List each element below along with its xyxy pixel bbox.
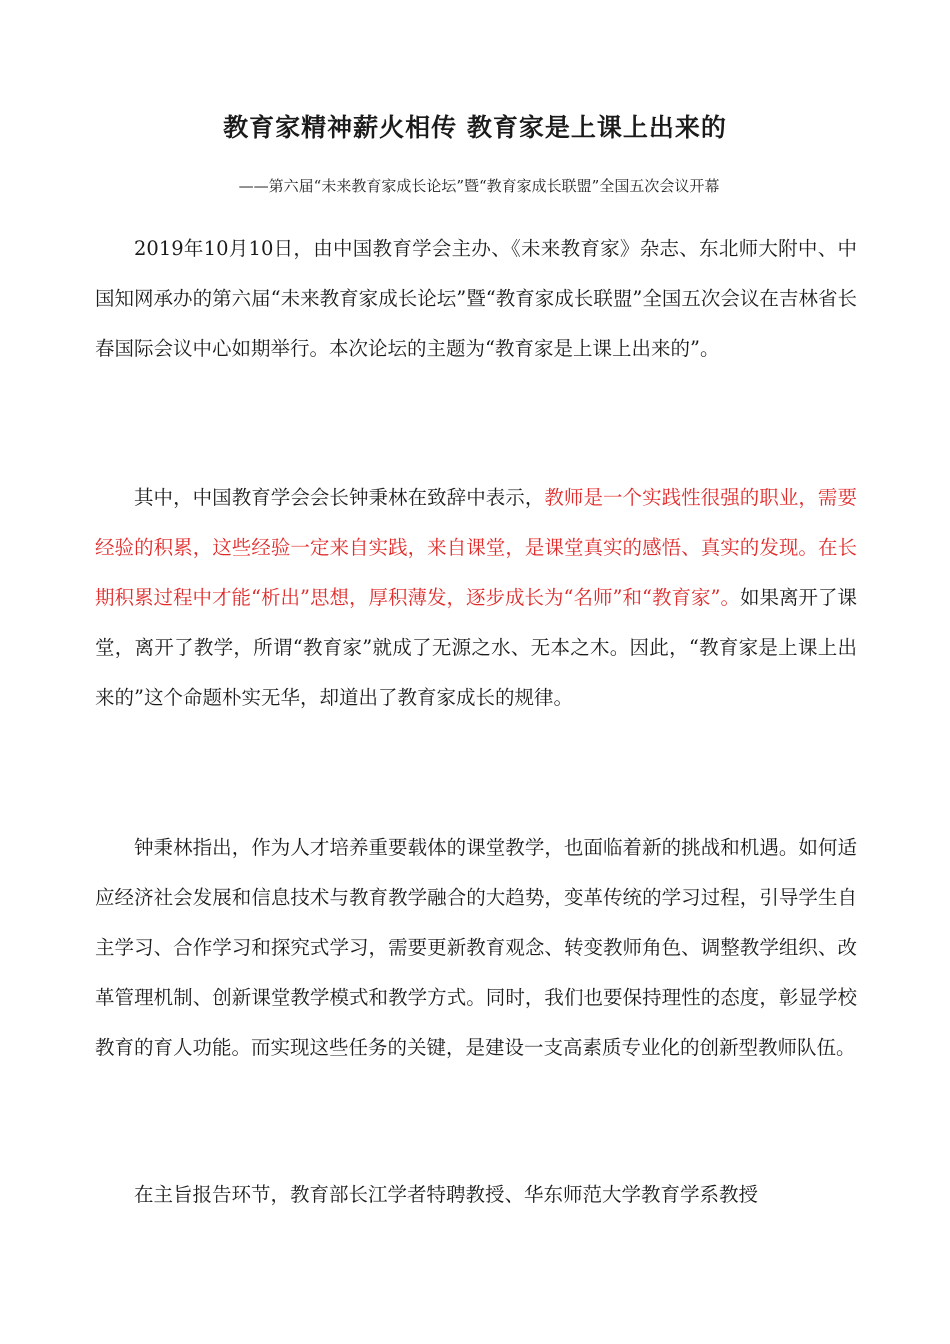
- paragraph-3: 钟秉林指出，作为人才培养重要载体的课堂教学，也面临着新的挑战和机遇。如何适应经济社会发展和信息技术与教育教学融合的大趋势，变革传统的学习过程，引导学生自主学习、合作学习和探究式学习，需要更新教育观念、转变教师角色、调整教学组织、改革管理机制、创新课堂教学模式和教学方式。同时，我们也要保持理性的态度，彰显学校教育的育人功能。而实现这些任务的关键，是建设一支高素质专业化的创新型教师队伍。: [95, 836, 857, 1059]
- document-title: 教育家精神薪火相传 教育家是上课上出来的: [223, 113, 727, 142]
- paragraph-2-intro: 其中，中国教育学会会长钟秉林在致辞中表示，: [134, 486, 545, 509]
- paragraph-2: [95, 473, 857, 723]
- paragraph-1: 2019年10月10日，由中国教育学会主办、《未来教育家》杂志、东北师大附中、中国知网承办的第六届“未来教育家成长论坛”暨“教育家成长联盟”全国五次会议在吉林省长春国际会议中心如期举行。本次论坛的主题为“教育家是上课上出来的”。: [95, 237, 857, 360]
- paragraph-2-highlighted-quote: 教师是一个实践性很强的职业，需要经验的积累，这些经验一定来自实践，来自课堂，是课堂真实的感悟、真实的发现。在长期积累过程中才能“析出”思想，厚积薄发，逐步成长为“名师”和“教育家”。: [95, 486, 857, 609]
- document-subtitle: ——第六届“未来教育家成长论坛”暨“教育家成长联盟”全国五次会议开幕: [238, 177, 720, 195]
- paragraph-2-rest: 如果离开了课堂，离开了教学，所谓“教育家”就成了无源之水、无本之木。因此，“教育家是上课上出来的”这个命题朴实无华，却道出了教育家成长的规律。: [95, 586, 857, 709]
- paragraph-4: 在主旨报告环节，教育部长江学者特聘教授、华东师范大学教育学系教授: [134, 1183, 759, 1206]
